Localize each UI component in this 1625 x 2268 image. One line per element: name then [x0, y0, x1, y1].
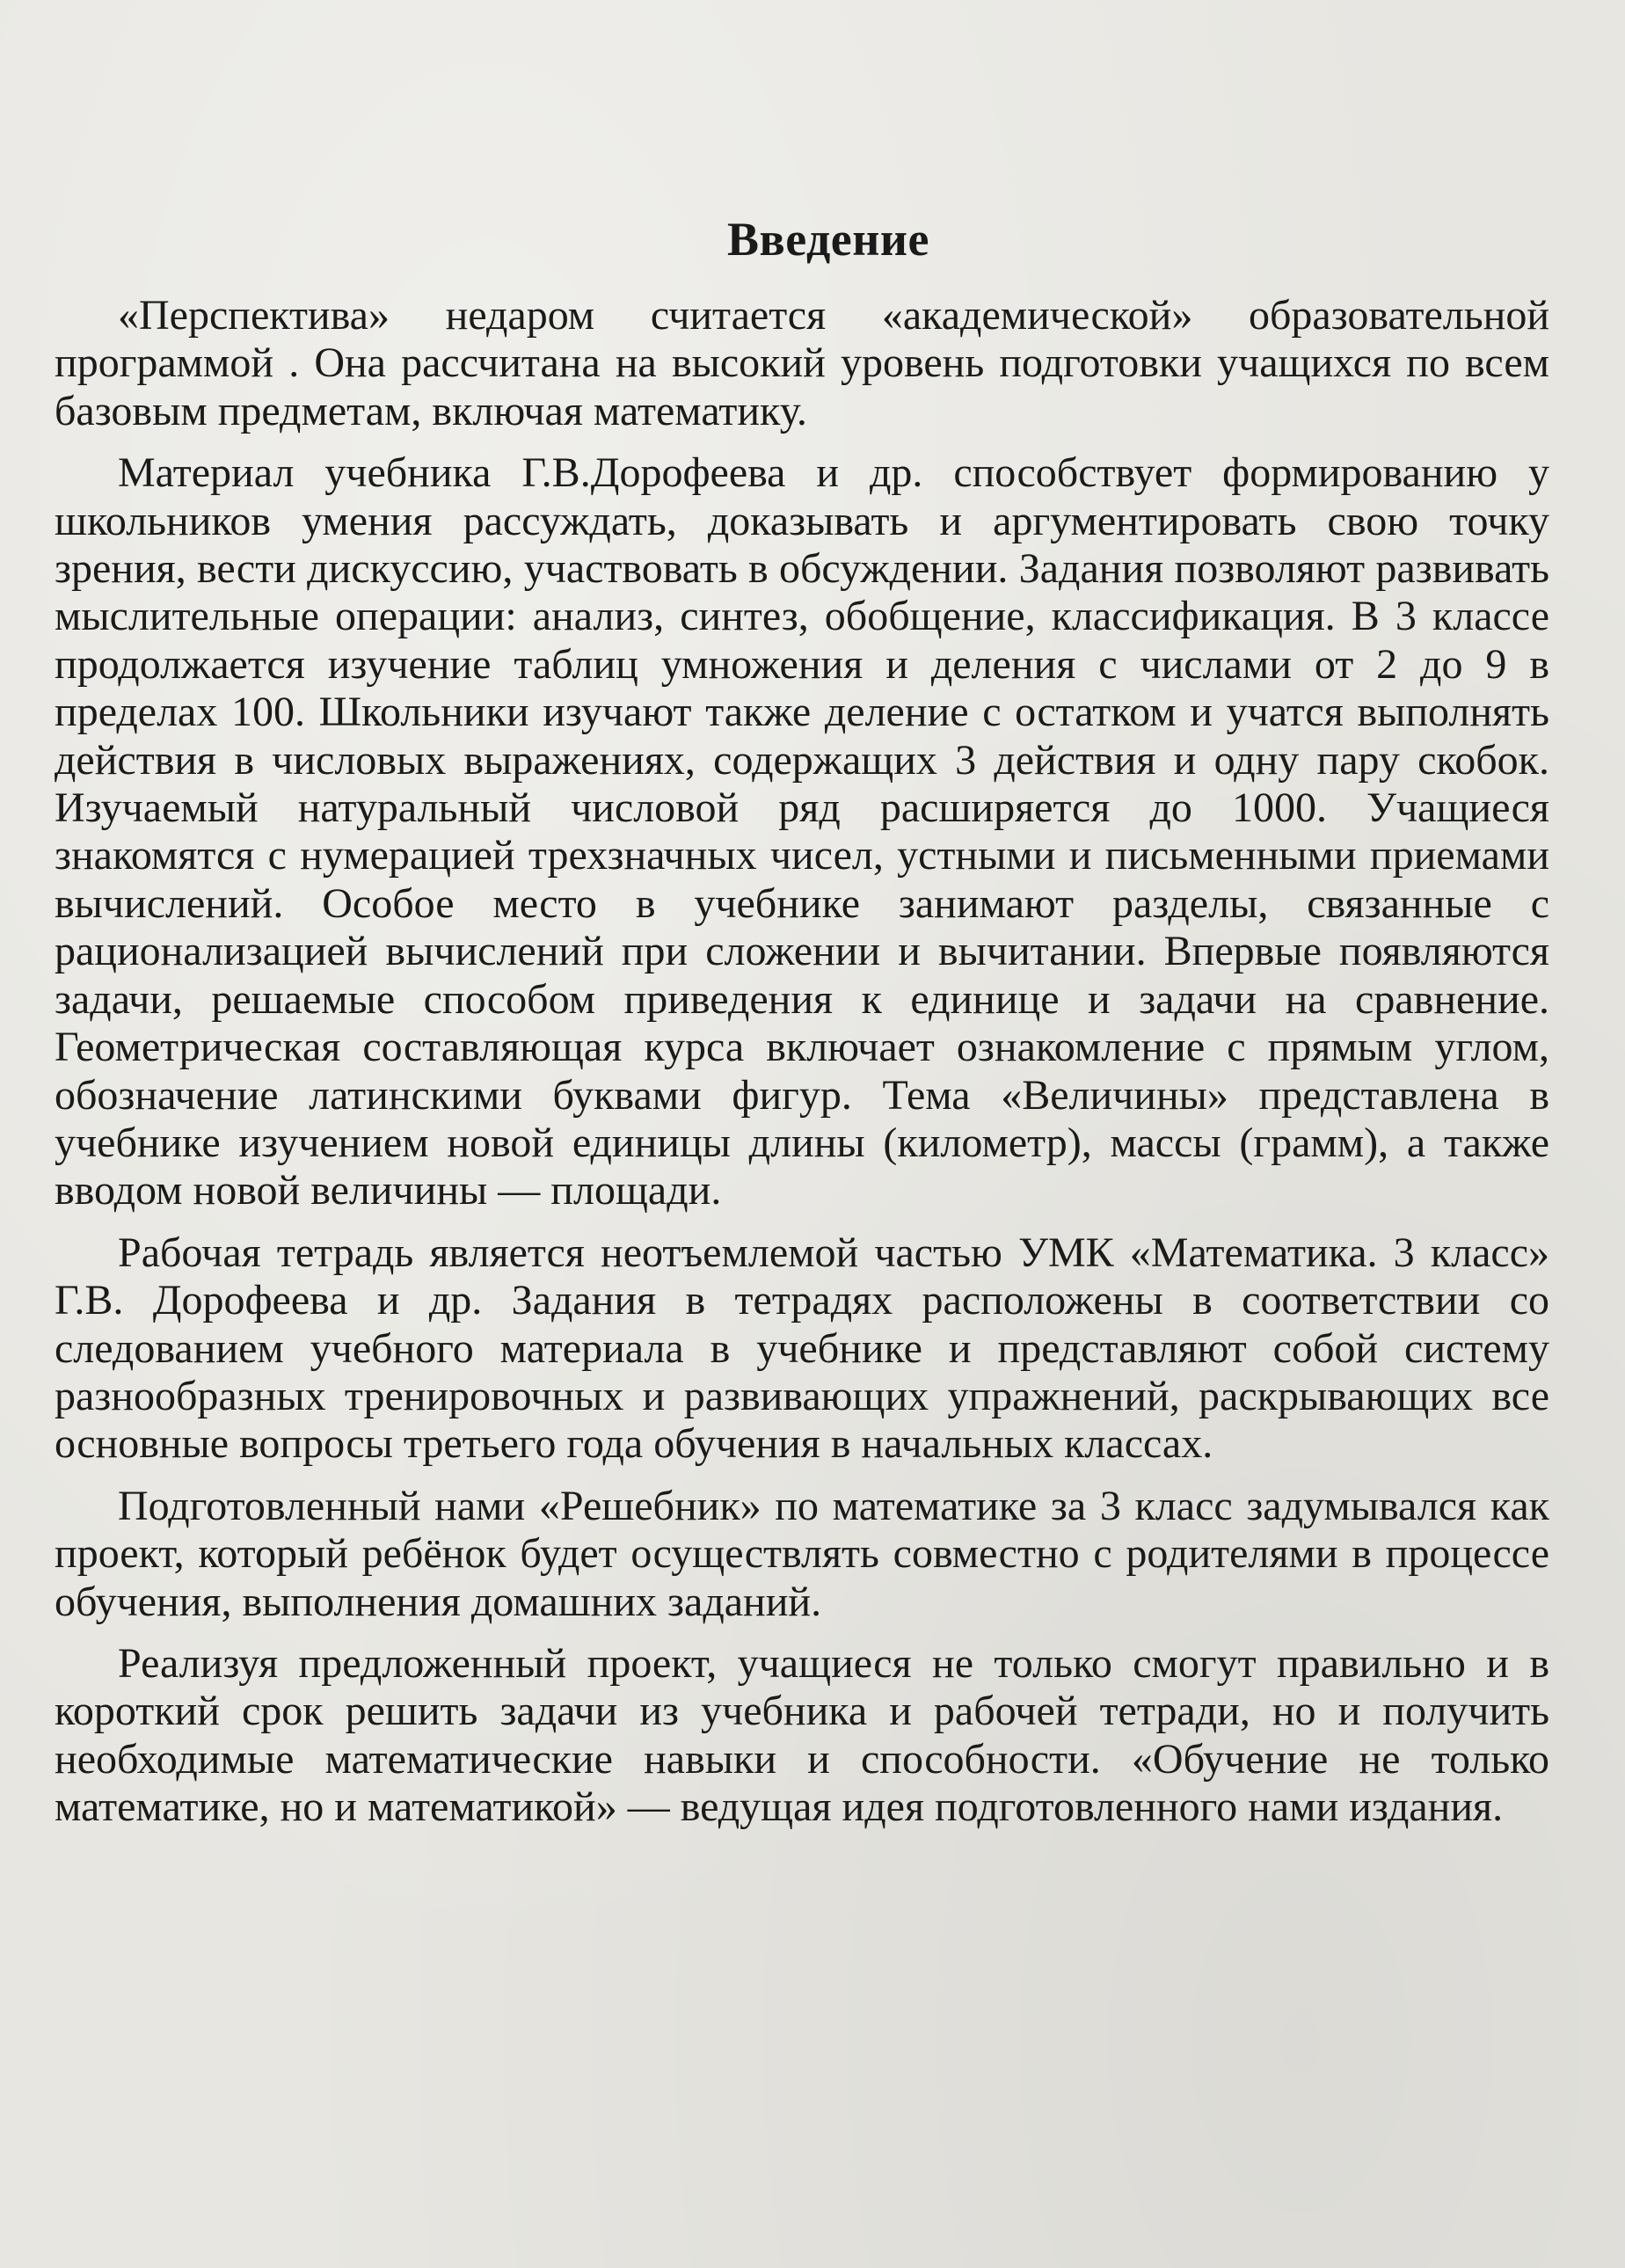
- page-title: Введение: [727, 213, 929, 266]
- paragraph-2: Материал учебника Г.В.Дорофеева и др. способствует формированию у школьников умения рассуждать, доказывать и аргументировать свою точку зрения, вести дискуссию, участвовать в обсуждении. Задания позволяют развивать мыслительные операции: анализ, синтез, обобщение, классификация. В 3 классе продолжается изучение таблиц умножения и деления с числами от 2 до 9 в пределах 100. Школьники изучают также деление с остатком и учатся выполнять действия в числовых выражениях, содержащих 3 действия и одну пару скобок. Изучаемый натуральный числовой ряд расширяется до 1000. Учащиеся знакомятся с нумерацией трехзначных чисел, устными и письменными приемами вычислений. Особое место в учебнике занимают разделы, связанные с рационализацией вычислений при сложении и вычитании. Впервые появляются задачи, решаемые способом приведения к единице и задачи на сравнение. Геометрическая составляющая курса включает ознакомление с прямым углом, обозначение латинскими буквами фигур. Тема «Величины» представлена в учебнике изучением новой единицы длины (километр), массы (грамм), а также вводом новой величины — площади.: [55, 449, 1549, 1214]
- paragraph-5: Реализуя предложенный проект, учащиеся не только смогут правильно и в короткий срок решить задачи из учебника и рабочей тетради, но и получить необходимые математические навыки и способности. «Обучение не только математике, но и математикой» — ведущая идея подготовленного нами издания.: [55, 1639, 1549, 1831]
- page-content: [55, 204, 1549, 1841]
- paragraph-4: Подготовленный нами «Решебник» по математике за 3 класс задумывался как проект, который ребёнок будет осуществлять совместно с родителями в процессе обучения, выполнения домашних заданий.: [55, 1482, 1549, 1625]
- paragraph-3: Рабочая тетрадь является неотъемлемой частью УМК «Математика. 3 класс» Г.В. Дорофеева и др. Задания в тетрадях расположены в соответствии со следованием учебного материала в учебнике и представляют собой систему разнообразных тренировочных и развивающих упражнений, раскрывающих все основные вопросы третьего года обучения в начальных классах.: [55, 1229, 1549, 1468]
- paragraph-1: «Перспектива» недаром считается «академической» образовательной программой . Она рассчитана на высокий уровень подготовки учащихся по всем базовым предметам, включая математику.: [55, 292, 1549, 434]
